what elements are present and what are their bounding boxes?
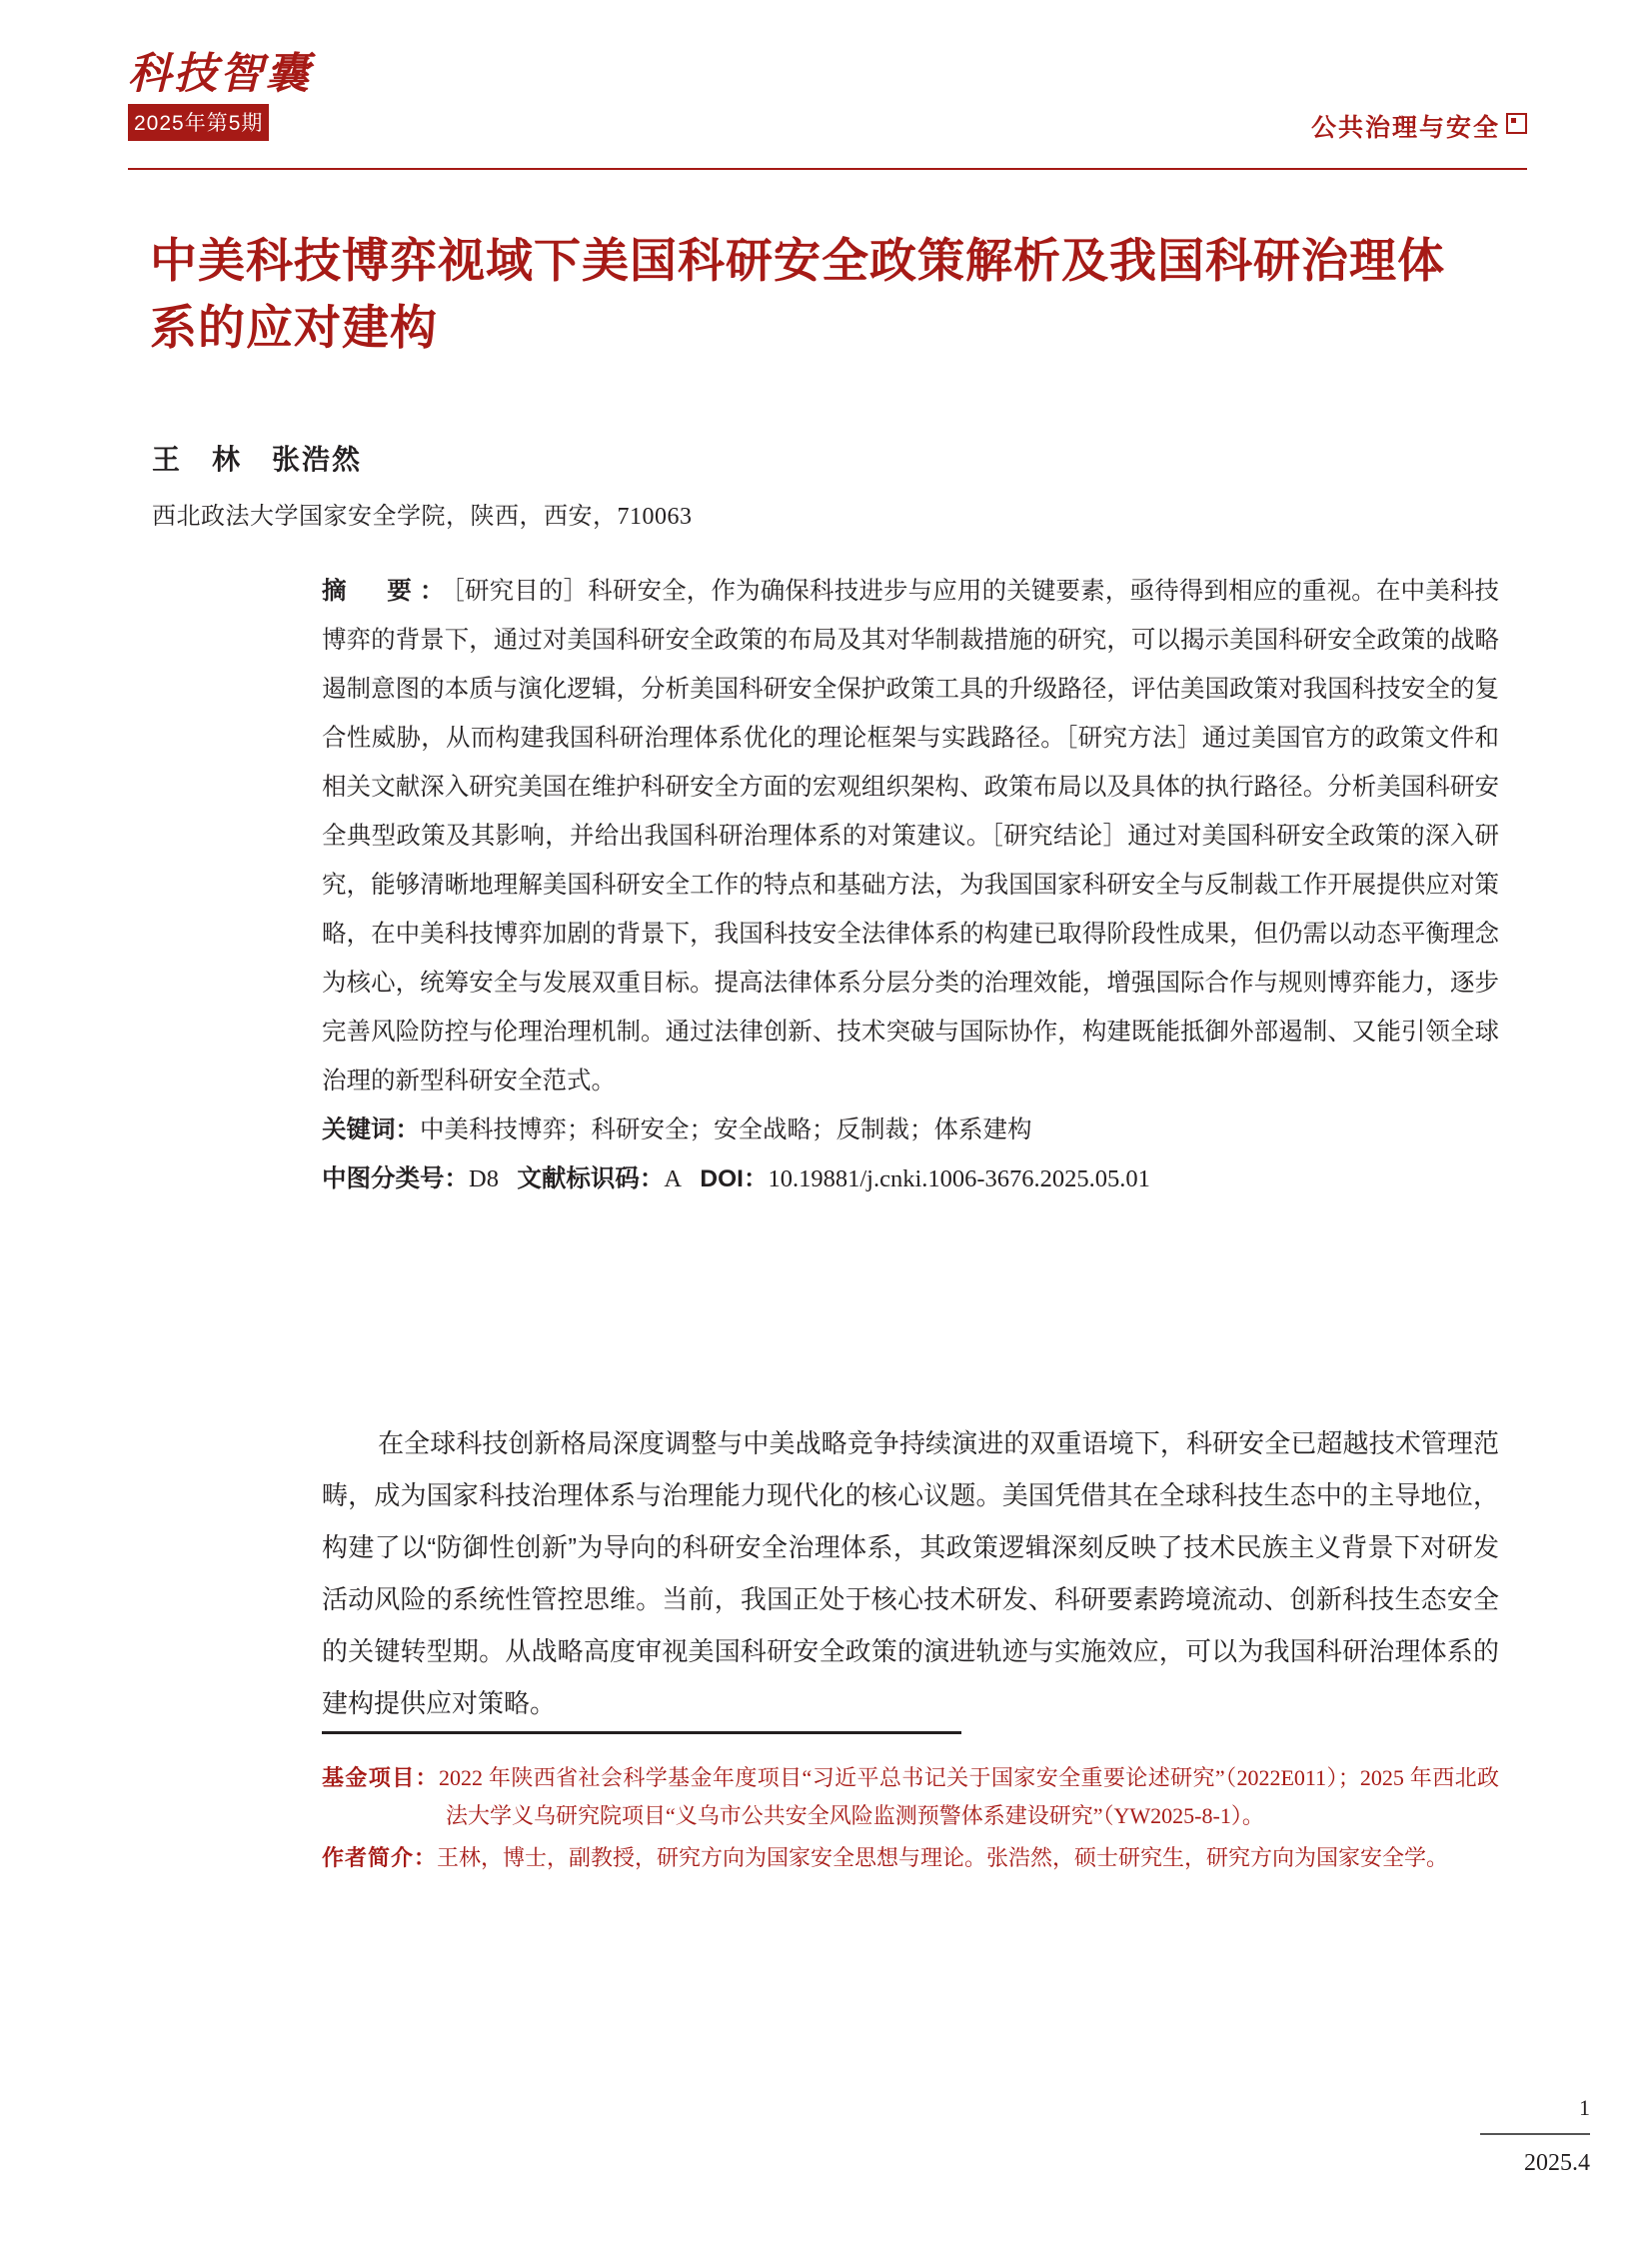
issue-date: 2025.4: [1524, 2150, 1590, 2176]
doi-value: 10.19881/j.cnki.1006-3676.2025.05.01: [768, 1165, 1150, 1192]
doc-code-label: 文献标识码：: [517, 1165, 665, 1192]
introduction-text: 在全球科技创新格局深度调整与中美战略竞争持续演进的双重语境下，科研安全已超越技术管理范畴，成为国家科技治理体系与治理能力现代化的核心议题。美国凭借其在全球科技生态中的主导地位，构建了以“防御性创新”为导向的科研安全治理体系，其政策逻辑深刻反映了技术民族主义背景下对研发活动风险的系统性管控思维。当前，我国正处于核心技术研发、科研要素跨境流动、创新科技生态安全的关键转型期。从战略高度审视美国科研安全政策的演进轨迹与实施效应，可以为我国科研治理体系的建构提供应对策略。: [322, 1428, 1499, 1718]
fund-footnote: [322, 1759, 1499, 1835]
section-label: [1311, 108, 1527, 144]
doc-code-value: A: [664, 1165, 683, 1192]
keywords-value: 中美科技博弈；科研安全；安全战略；反制裁；体系建构: [420, 1117, 1032, 1143]
keywords-line: [322, 1106, 1499, 1154]
section-mark-icon: [1506, 113, 1527, 134]
classification-line: [322, 1154, 1499, 1203]
fund-text: 2022 年陕西省社会科学基金年度项目“习近平总书记关于国家安全重要论述研究”（2022E011）；2025 年西北政法大学义乌研究院项目“义乌市公共安全风险监测预警体系建设研究”（YW2025-8-1）。: [439, 1765, 1499, 1828]
journal-logo: [128, 52, 328, 141]
footnote-divider: [322, 1731, 961, 1734]
clc-value: D8: [469, 1165, 499, 1192]
footnotes: [322, 1759, 1499, 1880]
journal-name: 科技智囊: [128, 51, 312, 98]
abstract-block: [322, 567, 1499, 1203]
issue-badge: 2025年第5期: [128, 104, 269, 141]
author-bio-footnote: [322, 1839, 1499, 1877]
section-label-text: 公共治理与安全: [1310, 114, 1500, 142]
abstract-paragraph: [322, 567, 1499, 1106]
footer-divider: [1480, 2133, 1590, 2135]
header-divider: [128, 168, 1527, 170]
author-bio-label: 作者简介：: [322, 1844, 438, 1870]
masthead: [128, 52, 1527, 162]
clc-label: 中图分类号：: [322, 1165, 469, 1192]
introduction-paragraph: [322, 1417, 1499, 1729]
page-title: 中美科技博弈视域下美国科研安全政策解析及我国科研治理体系的应对建构: [150, 234, 1445, 354]
keywords-label: 关键词：: [322, 1117, 420, 1143]
abstract-label: 摘 要：: [322, 578, 453, 605]
fund-label: 基金项目：: [322, 1765, 440, 1790]
doi-label: DOI：: [700, 1165, 769, 1192]
author-bio-text: 王林，博士，副教授，研究方向为国家安全思想与理论。张浩然，硕士研究生，研究方向为国家安全学。: [437, 1844, 1449, 1870]
author-list: 王 林 张浩然: [152, 444, 363, 475]
abstract-text: ［研究目的］科研安全，作为确保科技进步与应用的关键要素，亟待得到相应的重视。在中美科技博弈的背景下，通过对美国科研安全政策的布局及其对华制裁措施的研究，可以揭示美国科研安全政策的战略遏制意图的本质与演化逻辑，分析美国科研安全保护政策工具的升级路径，评估美国政策对我国科技安全的复合性威胁，从而构建我国科研治理体系优化的理论框架与实践路径。［研究方法］通过美国官方的政策文件和相关文献深入研究美国在维护科研安全方面的宏观组织架构、政策布局以及具体的执行路径。分析美国科研安全典型政策及其影响，并给出我国科研治理体系的对策建议。［研究结论］通过对美国科研安全政策的深入研究，能够清晰地理解美国科研安全工作的特点和基础方法，为我国国家科研安全与反制裁工作开展提供应对策略，在中美科技博弈加剧的背景下，我国科技安全法律体系的构建已取得阶段性成果，但仍需以动态平衡理念为核心，统筹安全与发展双重目标。提高法律体系分层分类的治理效能，增强国际合作与规则博弈能力，逐步完善风险防控与伦理治理机制。通过法律创新、技术突破与国际协作，构建既能抵御外部遏制、又能引领全球治理的新型科研安全范式。: [322, 578, 1500, 1095]
affiliation: 西北政法大学国家安全学院，陕西，西安，710063: [152, 504, 693, 530]
page-number: 1: [1579, 2095, 1590, 2120]
